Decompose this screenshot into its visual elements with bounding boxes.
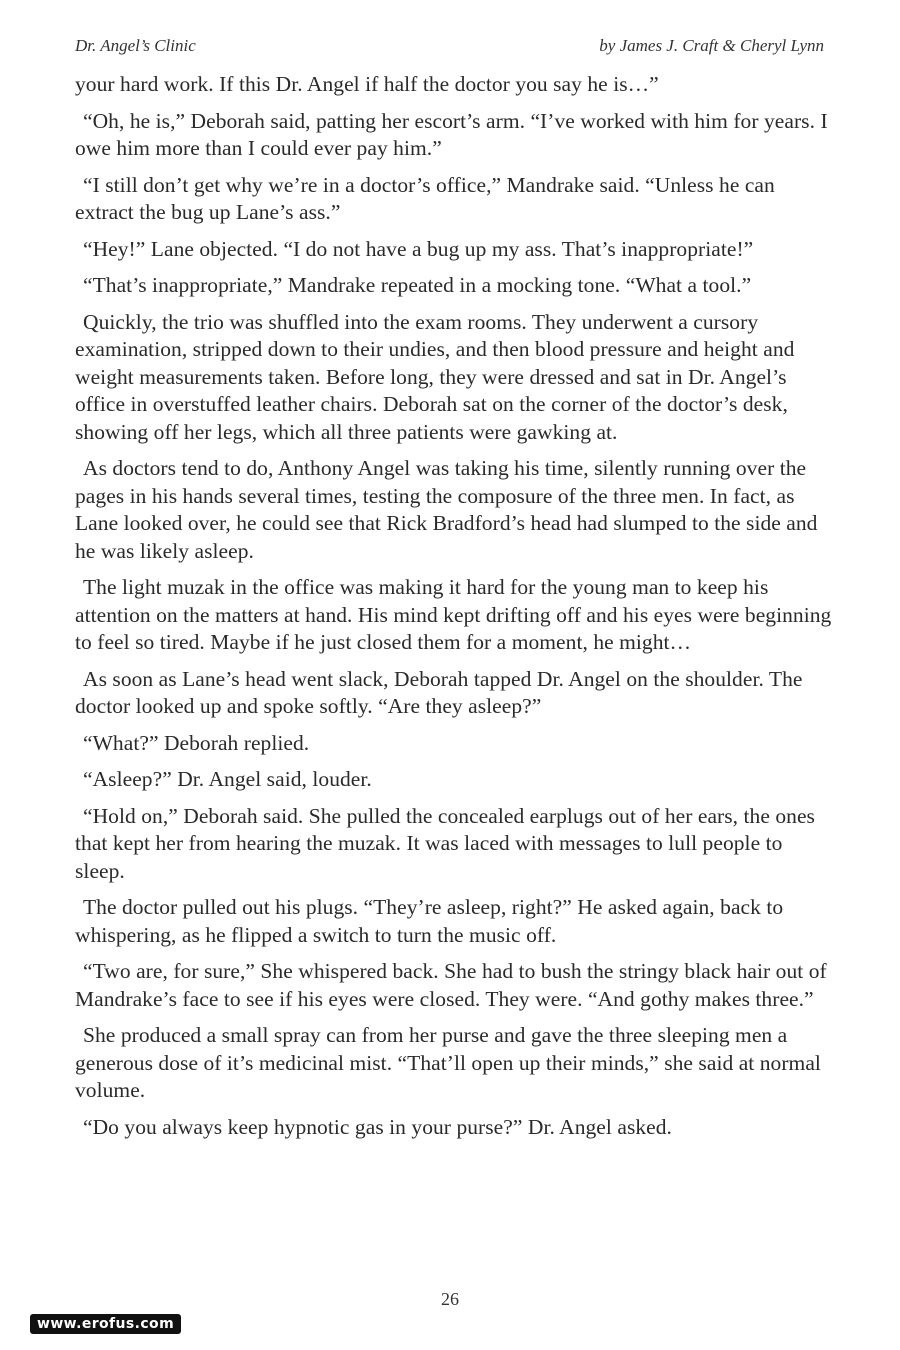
paragraph: “Oh, he is,” Deborah said, patting her escort’s arm. “I’ve worked with him for years. I owe him more than I could ever pay him.” xyxy=(75,108,828,160)
paragraph: “I still don’t get why we’re in a doctor’s office,” Mandrake said. “Unless he can extract the bug up Lane’s ass.” xyxy=(75,172,775,224)
body-text xyxy=(75,71,835,1150)
paragraph: “What?” Deborah replied. xyxy=(83,730,310,755)
paragraph: As soon as Lane’s head went slack, Deborah tapped Dr. Angel on the shoulder. The doctor looked up and spoke softly. “Are they asleep?” xyxy=(75,666,803,718)
page-number: 26 xyxy=(441,1289,459,1309)
paragraph: The doctor pulled out his plugs. “They’re asleep, right?” He asked again, back to whispering, as he flipped a switch to turn the music off. xyxy=(75,895,784,947)
watermark: www.erofus.com xyxy=(30,1314,181,1334)
paragraph: “Two are, for sure,” She whispered back. She had to bush the stringy black hair out of Mandrake’s face to see if his eyes were closed. They were. “And gothy makes three.” xyxy=(75,959,827,1011)
paragraph: She produced a small spray can from her purse and gave the three sleeping men a generous dose of it’s medicinal mist. “That’ll open up their minds,” she said at normal volume. xyxy=(75,1023,821,1102)
paragraph: “Hey!” Lane objected. “I do not have a bug up my ass. That’s inappropriate!” xyxy=(83,236,754,261)
paragraph: The light muzak in the office was making it hard for the young man to keep his attention on the matters at hand. His mind kept drifting off and his eyes were beginning to feel so tired. Maybe if he just closed them for a moment, he might… xyxy=(75,575,832,654)
paragraph: “Hold on,” Deborah said. She pulled the concealed earplugs out of her ears, the ones that kept her from hearing the muzak. It was laced with messages to lull people to sleep. xyxy=(75,803,815,883)
running-header-title: Dr. Angel’s Clinic xyxy=(75,36,196,55)
paragraph: As doctors tend to do, Anthony Angel was taking his time, silently running over the pages in his hands several times, testing the composure of the three men. In fact, as Lane looked over, he could see that Rick Bradford’s head had slumped to the side and he was likely asleep. xyxy=(75,456,818,563)
paragraph: “Asleep?” Dr. Angel said, louder. xyxy=(83,767,372,791)
paragraph: Quickly, the trio was shuffled into the exam rooms. They underwent a cursory examination, stripped down to their undies, and then blood pressure and height and weight measurements taken. Before long, they were dressed and sat in Dr. Angel’s office in overstuffed leather chairs. Deborah sat on the corner of the doctor’s desk, showing off her legs, which all three patients were gawking at. xyxy=(75,309,795,444)
paragraph: “Do you always keep hypnotic gas in your purse?” Dr. Angel asked. xyxy=(83,1114,672,1139)
paragraph: your hard work. If this Dr. Angel if half the doctor you say he is…” xyxy=(75,72,659,96)
running-header-authors: by James J. Craft & Cheryl Lynn xyxy=(599,36,824,55)
paragraph: “That’s inappropriate,” Mandrake repeated in a mocking tone. “What a tool.” xyxy=(83,273,752,297)
